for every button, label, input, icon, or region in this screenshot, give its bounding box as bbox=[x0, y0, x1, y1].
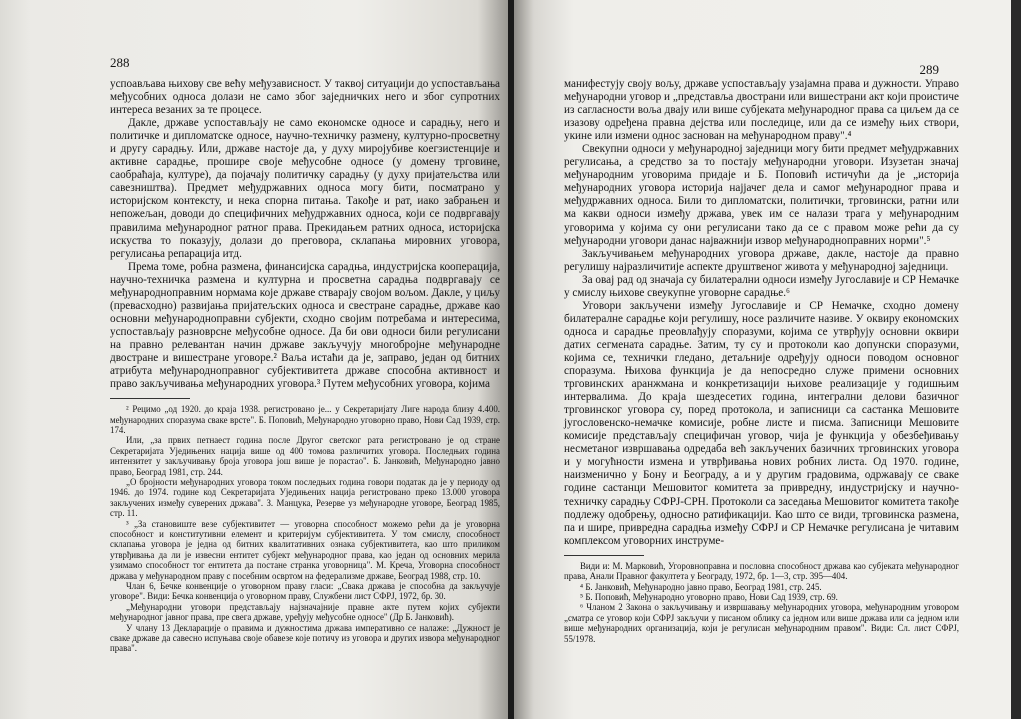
footnote: У члану 13 Декларације о правима и дужностима држава императивно се налаже: „Дужност је сваке државе да савесно испуњава своје обавезе које потичу из уговора и других извора међународног права". bbox=[110, 622, 500, 654]
body-paragraph: успоављава њихову све већу међузависност. У таквој ситуацији до успостављања међусобних односа долази не само због заједничких него и због супротних интереса везаних за те процесе. bbox=[110, 78, 500, 117]
body-paragraph: Према томе, робна размена, финансијска сарадња, индустријска кооперација, научно-техничка размена и културна и просветна сарадња подвргавају се међународноправним нормама које државе стварају својом вољом. Дакле, у циљу (превасходно) развијања пријатељских односа и свестране сарадње, државе као основни међународноправни субјекти, сходно својим потребама и интересима, успостављају разноврсне међусобне односе. Да би ови односи били регулисани на правно релевантан начин државе закључују многобројне међународне двостране и вишестране уговоре.² Ваља истаћи да је, заправо, један од битних атрибута међународноправног субјективитета државе способна активност и право закључивања међународних уговора.³ Путем међусобних уговора, којима bbox=[110, 260, 500, 391]
right-page bbox=[514, 0, 1011, 719]
footnote-divider bbox=[110, 398, 190, 399]
body-paragraph: манифестују своју вољу, државе успостављају узајамна права и дужности. Управо међународни уговор и „представља двострани или вишестрани акт који проистиче из сагласности воља двају или више субјеката међународног права са циљем да се изазову одређена правна дејства или последице, или да се између њих створи, укине или измени однос заснован на међународном праву".⁴ bbox=[564, 78, 959, 143]
book-edge bbox=[1011, 0, 1021, 719]
body-paragraph: Свекупни односи у међународној заједници могу бити предмет међудржавних регулисања, а средство за то постају међународни уговори. Изузетан значај међународним уговорима придаје и Б. Поповић истичући да је „историја међународних уговора историја најјачег дела и самог међународног права и међудржавних односа. Били то дипломатски, политички, трговински, ратни или ма какви односи између држава, увек им се налази трага у међународним уговорима у којима су они регулисани тако да се с правом може рећи да су међународни уговори данас најважнији извор међународноправних норми".⁵ bbox=[564, 143, 959, 247]
footnote: ³ „За становиште везе субјективитет — уговорна способност можемо рећи да је уговорна способност и конститутивни елемент и критеријум субјективитета. У том смислу, способност склапања уговора је једна од битних квалитативних ознака субјективитета, као што приликом утврђивања да ли је извесни ентитет субјект међународног права, као један од основних мерила узимамо способност тог ентитета да постане странка уговорница". М. Креча, Уговорна способност држава у међународном праву с посебним освртом на федерализме државе, Београд 1988, стр. 10. bbox=[110, 518, 500, 581]
footnote: „О бројности међународних уговора током последњих година говори податак да је у периоду од 1946. до 1974. године код Секретаријата Уједињених нација регистровано преко 13.000 уговора закључених између суверених држава". З. Манцука, Резерве уз међународне уговоре, Београд 1985, стр. 11. bbox=[110, 476, 500, 519]
footnote-divider bbox=[564, 555, 644, 556]
footnote: ⁵ Б. Поповић, Међународно уговорно право, Нови Сад 1939, стр. 69. bbox=[580, 591, 838, 602]
page-number: 288 bbox=[110, 55, 130, 70]
footnote: ⁶ Чланом 2 Закона о закључивању и извршавању међународних уговора, међународним уговором „сматра се уговор који СФРЈ закључи у писаном облику са једном или више држава или са једном или више међународних организација, који је регулисан међународним правом". Види: Сл. лист СФРЈ, 55/1978. bbox=[564, 602, 959, 644]
footnotes bbox=[564, 561, 959, 644]
left-page bbox=[0, 0, 508, 719]
left-page-body bbox=[110, 78, 500, 654]
footnote: Члан 6, Бечке конвенције о уговорном праву гласи: „Свака држава је способна да закључује уговоре". Види: Бечка конвенција о уговорном праву, Службени лист СФРЈ, 1972, бр. 30. bbox=[110, 581, 500, 602]
body-paragraph: Закључивањем међународних уговора државе, дакле, настоје да правно регулишу најразличитије аспекте друштвеног живота у међународној заједници. bbox=[564, 247, 959, 273]
footnote: Види и: М. Марковић, Угоровноправна и пословна способност држава као субјеката међународног права, Анали Правног факултета у Београду, 1972, бр. 1—3, стр. 395—404. bbox=[564, 560, 959, 582]
body-paragraph: За овај рад од значаја су билатерални односи између Југославије и СР Немачке у смислу њихове свеукупне уговорне сарадње.⁶ bbox=[564, 273, 959, 299]
page-number: 289 bbox=[919, 62, 939, 77]
footnote: ² Рецимо „од 1920. до краја 1938. регистровано је... у Секретаријату Лиге народа близу 4.400. међународних споразума сваке врсте". Б. Поповић, Међународно уговорно право, Нови Сад 1939, стр. 174. bbox=[110, 404, 500, 435]
right-page-body bbox=[564, 78, 959, 644]
body-paragraph: Дакле, државе успостављају не само економске односе и сарадњу, него и политичке и дипломатске односе, научно-техничку размену, културно-просветну и другу сарадњу. Или, државе настоје да, у духу миројубиве коегзистенције и активне сарадње, прошире своје међусобне односе (у домену трговине, саобраћаја, културе), да појачају политичку сарадњу (у духу пријатељства или савезништва). Предмет међудржавних односа могу бити, посматрано у историјском контексту, и нека спорна питања. Такође и рат, иако забрањен и непожељан, доводи до специфичних међудржавних односа, који се подвргавају правилима међународног ратног права. Прекидањем ратних односа, историјска искуства то показују, долази до преговора, склапања мировних уговора, регулисања репарација итд. bbox=[110, 117, 500, 260]
footnote: „Међународни уговори представљају најзначајније правне акте путем којих субјекти међународног јавног права, пре свега државе, уређују међусобне односе" (Др Б. Јанковић). bbox=[110, 601, 500, 623]
footnote: Или, „за првих петнаест година после Другог светског рата регистровано је од стране Секретаријата Уједињених нација више од 400 томова различитих уговора. Последњих година интензитет у закључивању броја уговора још више је порастао". Б. Јанковић, Међународно јавно право, Београд 1981, стр. 244. bbox=[110, 435, 500, 477]
footnotes bbox=[110, 404, 500, 654]
body-paragraph: Уговори закључени између Југославије и СР Немачке, сходно домену билатералне сарадње који регулишу, носе различите називе. У оквиру економских односа и сарадње преовлађују споразуми, којима се утврђују основни оквири датих сегмената сарадње. Затим, ту су и протоколи као допунски споразуми, којима се, технички гледано, детаљније одређују односи поводом основног споразума. Њихова функција је да непосредно служе примени основних трговинских аранжмана и конкретизацији њихове реализације у годишњим интервалима. До краја шездесетих година, интегрални делови базичног трговинског уговора су, поред протокола, и записници са састанка Мешовите југословенско-немачке комисије, робне листе и писма. Записници Мешовите комисије представљају специфичан уговор, чија је функција у обезбеђивању несметаног извршавања одредаба већ закључених базичних трговинских уговора и у могућности измена и утврђивања нових робних листа. Од 1970. године, наизменично у Бону и Београду, а и у другим градовима, одржавају се сваке године састанци Мешовитог комитета за привредну, индустријску и научно-техничку сарадњу СФРЈ-СРН. Протоколи са заседања Мешовитог комитета такође подлежу одобрењу, односно ратификацији. Као што се види, трговинска размена, па и шире, привредна сарадња између СФРЈ и СР Немачке регулисана је читавим комплексом уговорних инструме- bbox=[564, 299, 959, 547]
footnote: ⁴ Б. Јанковић, Међународно јавно право, Београд 1981, стр. 245. bbox=[580, 581, 822, 592]
